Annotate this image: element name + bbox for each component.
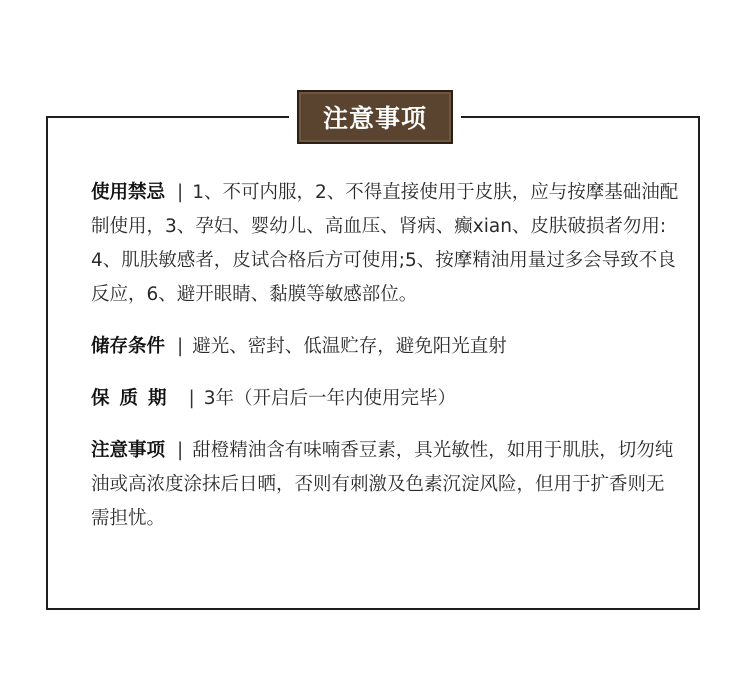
section-shelf-life — [91, 382, 681, 416]
section-text: 1、不可内服，2、不得直接使用于皮肤，应与按摩基础油配制使用，3、孕妇、婴幼儿、高血压、肾病、癫xian、皮肤破损者勿用:4、肌肤敏感者，皮试合格后方可使用;5、按摩精油用量过多会导致不良反应，6、避开眼睛、黏膜等敏感部位。 — [91, 182, 679, 305]
title-wrap — [289, 88, 461, 146]
separator: | — [177, 440, 184, 461]
section-label: 使用禁忌 — [91, 182, 166, 203]
section-usage-taboo — [91, 176, 681, 312]
page-title: 注意事项 — [322, 104, 427, 133]
section-precautions — [91, 434, 681, 536]
section-text: 避光、密封、低温贮存，避免阳光直射 — [192, 336, 507, 357]
section-text: 甜橙精油含有味喃香豆素，具光敏性，如用于肌肤，切勿纯油或高浓度涂抹后日晒，否则有刺激及色素沉淀风险，但用于扩香则无需担忧。 — [91, 440, 674, 529]
notice-content — [91, 176, 681, 554]
separator: | — [177, 182, 184, 203]
title-badge — [297, 90, 453, 144]
separator: | — [177, 336, 184, 357]
section-label: 注意事项 — [91, 440, 166, 461]
section-storage — [91, 330, 681, 364]
section-text: 3年（开启后一年内使用完毕） — [203, 388, 457, 409]
separator: | — [188, 388, 195, 409]
section-label: 保质期 — [91, 388, 177, 409]
section-label: 储存条件 — [91, 336, 166, 357]
